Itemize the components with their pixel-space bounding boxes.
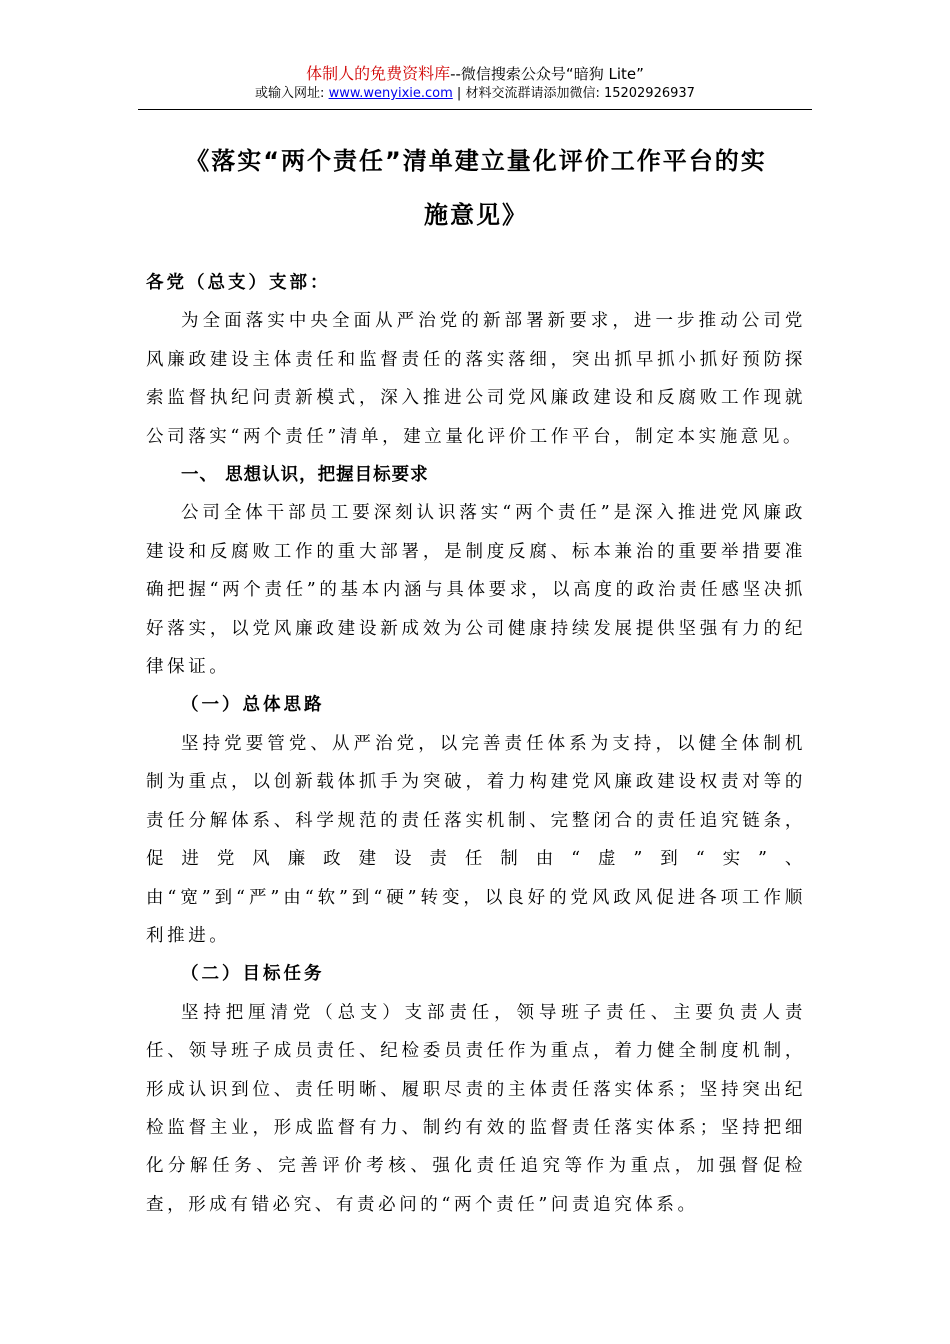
- header-url-label: 或输入网址:: [255, 86, 325, 101]
- salutation: 各党（总支）支部：: [146, 273, 331, 293]
- header-brand-line: [138, 64, 812, 84]
- header-divider: [138, 109, 812, 110]
- subsection-2-heading: （二）目标任务: [181, 964, 325, 985]
- document-title: [146, 134, 806, 242]
- intro-paragraph: 为全面落实中央全面从严治党的新部署新要求，进一步推动公司党风廉政建设主体责任和监督责任的落实落细，突出抓早抓小抓好预防探索监督执纪问责新模式，深入推进公司党风廉政建设和反腐败工作现就公司落实“两个责任”清单，建立量化评价工作平台，制定本实施意见。: [146, 311, 806, 447]
- header-contact-line: [138, 85, 812, 103]
- header-brand-suffix: --微信搜索公众号“暗狗 Lite”: [450, 65, 644, 83]
- title-line-1: 《落实“两个责任”清单建立量化评价工作平台的实: [185, 147, 767, 175]
- header-brand[interactable]: 体制人的免费资料库: [306, 64, 451, 83]
- header-url-link[interactable]: www.wenyixie.com: [328, 86, 453, 101]
- header-contact: | 材料交流群请添加微信: 15202926937: [452, 86, 695, 101]
- document-body: [146, 264, 806, 1224]
- subsection-1-paragraph: 坚持党要管党、从严治党，以完善责任体系为支持，以健全体制机制为重点，以创新载体抓手为突破，着力构建党风廉政建设权责对等的责任分解体系、科学规范的责任落实机制、完整闭合的责任追究链条，促进党风廉政建设责任制由“虚”到“实”、由“宽”到“严”由“软”到“硬”转变，以良好的党风政风促进各项工作顺利推进。: [146, 733, 806, 946]
- section-1-heading: 一、 思想认识，把握目标要求: [181, 465, 429, 486]
- title-line-2: 施意见》: [424, 201, 528, 229]
- subsection-2-paragraph: 坚持把厘清党（总支）支部责任，领导班子责任、主要负责人责任、领导班子成员责任、纪检委员责任作为重点，着力健全制度机制，形成认识到位、责任明晰、履职尽责的主体责任落实体系；坚持突出纪检监督主业，形成监督有力、制约有效的监督责任落实体系；坚持把细化分解任务、完善评价考核、强化责任追究等作为重点，加强督促检查，形成有错必究、有责必问的“两个责任”问责追究体系。: [146, 1002, 806, 1215]
- page-header: [138, 64, 812, 103]
- subsection-1-heading: （一）总体思路: [181, 695, 325, 716]
- section-1-paragraph: 公司全体干部员工要深刻认识落实“两个责任”是深入推进党风廉政建设和反腐败工作的重大部署，是制度反腐、标本兼治的重要举措要准确把握“两个责任”的基本内涵与具体要求，以高度的政治责任感坚决抓好落实，以党风廉政建设新成效为公司健康持续发展提供坚强有力的纪律保证。: [146, 503, 806, 678]
